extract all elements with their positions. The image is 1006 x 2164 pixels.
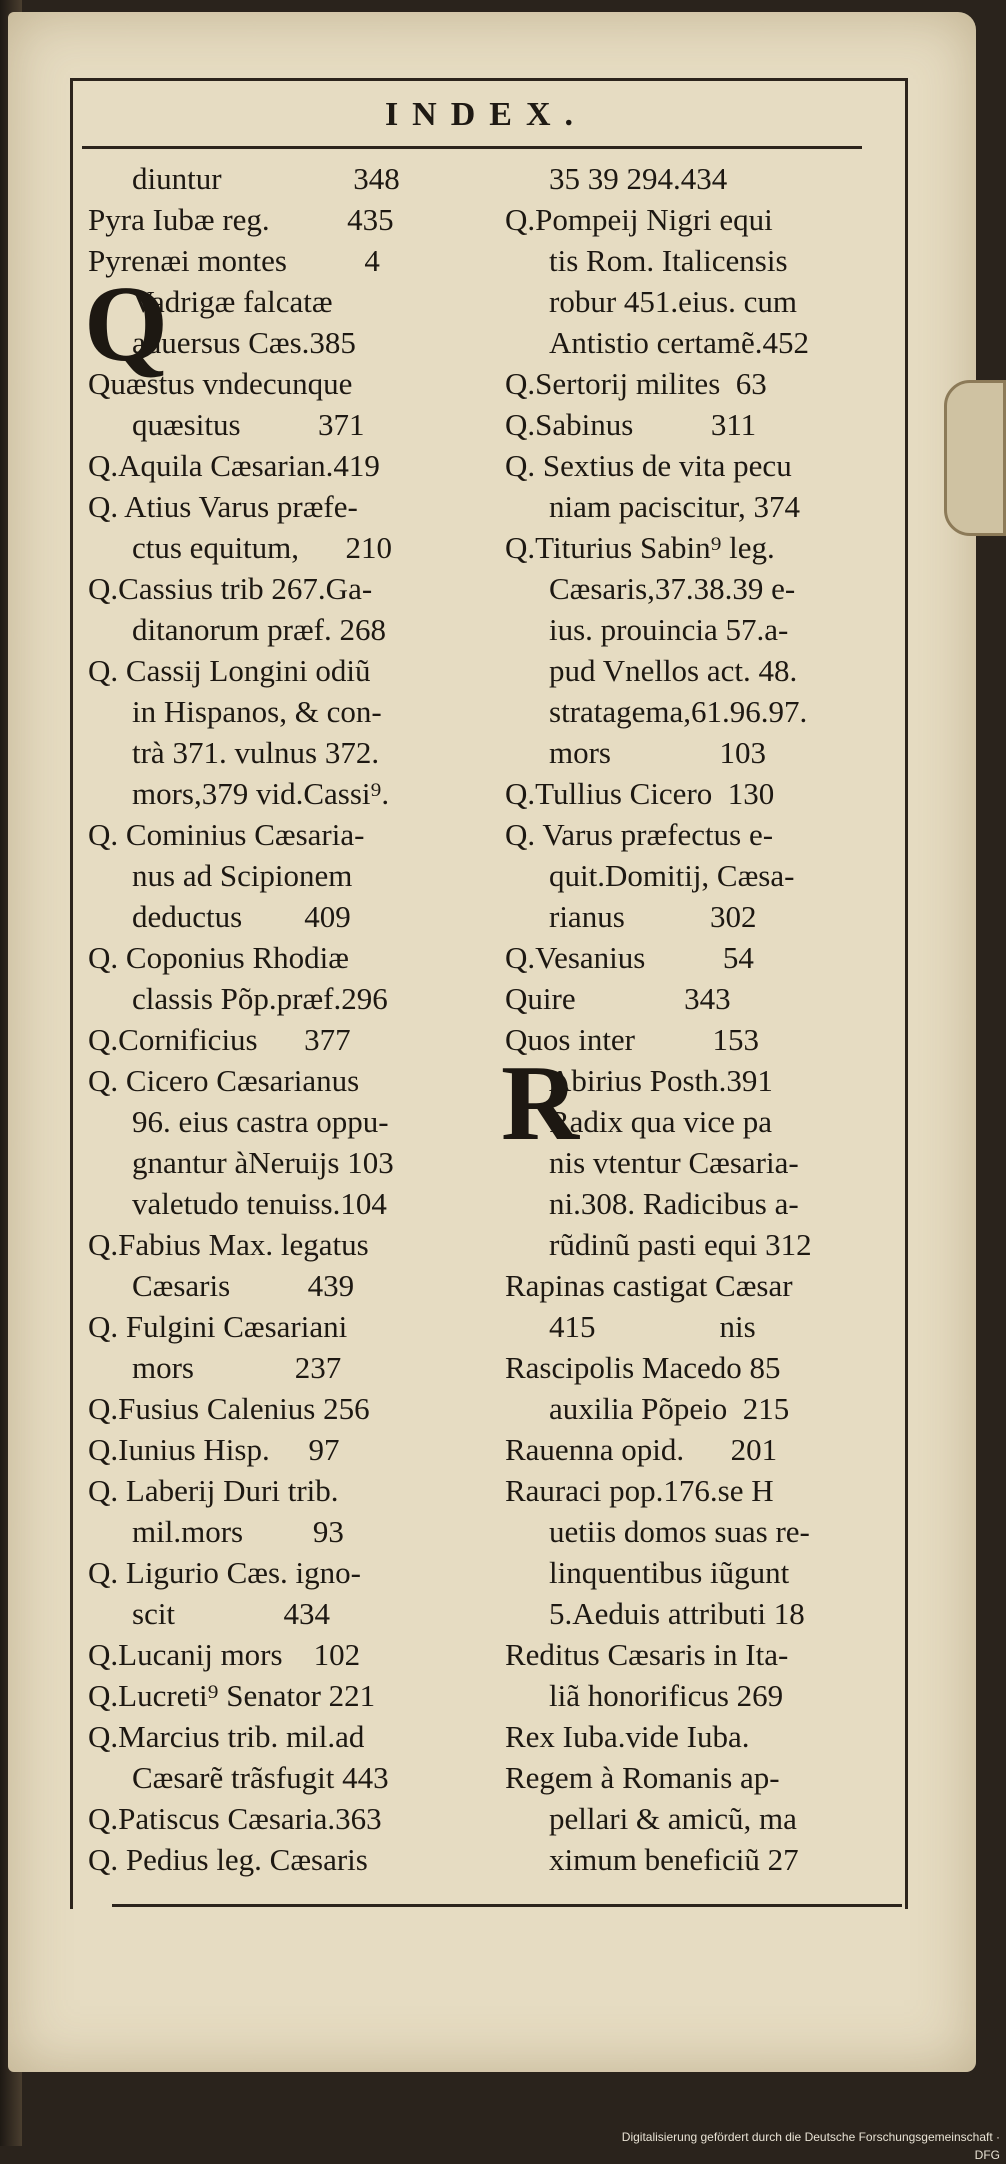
index-entry-text: quæsitus 371 [132, 407, 365, 442]
index-entry-text: Q. Pedius leg. Cæsaris [88, 1842, 368, 1877]
index-entry-text: Q.Vesanius 54 [505, 940, 754, 975]
index-entry [88, 1347, 500, 1388]
index-entry [88, 1019, 500, 1060]
index-entry [505, 1675, 917, 1716]
index-entry [88, 1511, 500, 1552]
index-entry [505, 1224, 917, 1265]
index-entry-text: Q.Tullius Cicero 130 [505, 776, 775, 811]
index-entry [505, 978, 917, 1019]
index-entry [505, 732, 917, 773]
index-entry-text: Quos inter 153 [505, 1022, 760, 1057]
index-entry-text: Rex Iuba.vide Iuba. [505, 1719, 750, 1754]
index-entry-text: Pyrenæi montes 4 [88, 243, 380, 278]
frame-bottom-rule [112, 1904, 902, 1907]
index-entry [88, 1183, 500, 1224]
index-entry-text: Q. Sextius de vita pecu [505, 448, 792, 483]
index-entry-text: Q.Fabius Max. legatus [88, 1227, 369, 1262]
index-entry [88, 732, 500, 773]
index-entry [88, 1224, 500, 1265]
index-entry [505, 1593, 917, 1634]
index-entry-text: linquentibus iũgunt [549, 1555, 790, 1590]
index-entry-text: Reditus Cæsaris in Ita- [505, 1637, 789, 1672]
index-entry [88, 855, 500, 896]
index-entry-text: Q.Pompeij Nigri equi [505, 202, 773, 237]
index-entry-text: liã honorificus 269 [549, 1678, 784, 1713]
index-entry [505, 650, 917, 691]
index-entry [88, 1142, 500, 1183]
index-entry-text: Rascipolis Macedo 85 [505, 1350, 781, 1385]
index-entry [88, 1306, 500, 1347]
index-entry [88, 1716, 500, 1757]
drop-capital: Q [84, 265, 169, 384]
index-entry-text: Cæsaris,37.38.39 e- [549, 571, 796, 606]
index-entry-text: deductus 409 [132, 899, 351, 934]
index-entry [88, 1839, 500, 1880]
page-title: INDEX. [384, 96, 588, 133]
index-entry [505, 445, 917, 486]
index-entry-text: mors 103 [549, 735, 766, 770]
index-entry-text: rũdinũ pasti equi 312 [549, 1227, 812, 1262]
index-entry-text: stratagema,61.96.97. [549, 694, 808, 729]
index-entry [505, 1798, 917, 1839]
index-entry [505, 1511, 917, 1552]
index-entry-text: nus ad Scipionem [132, 858, 353, 893]
index-entry [505, 1306, 917, 1347]
index-entry-text: 96. eius castra oppu- [132, 1104, 389, 1139]
index-entry-text: classis Põp.præf.296 [132, 981, 388, 1016]
index-entry [88, 568, 500, 609]
index-entry-text: quit.Domitij, Cæsa- [549, 858, 795, 893]
index-entry [505, 527, 917, 568]
index-entry-text: Rapinas castigat Cæsar [505, 1268, 793, 1303]
index-entry [505, 691, 917, 732]
index-column-right [501, 158, 917, 1880]
index-entry-text: 5.Aeduis attributi 18 [549, 1596, 805, 1631]
index-entry [88, 650, 500, 691]
index-entry [505, 814, 917, 855]
index-entry-text: Q. Laberij Duri trib. [88, 1473, 339, 1508]
index-entry [88, 1552, 500, 1593]
index-entry [88, 1593, 500, 1634]
index-entry-text: in Hispanos, & con- [132, 694, 382, 729]
index-entry [88, 1634, 500, 1675]
index-entry-text: gnantur àNeruijs 103 [132, 1145, 394, 1180]
index-entry-text: Q.Iunius Hisp. 97 [88, 1432, 340, 1467]
index-entry [88, 158, 500, 199]
index-entry-text: Q. Ligurio Cæs. igno- [88, 1555, 361, 1590]
index-entry-text: Q. Varus præfectus e- [505, 817, 774, 852]
index-entry [505, 1634, 917, 1675]
index-entry [505, 486, 917, 527]
index-entry [88, 773, 500, 814]
header-rule [82, 146, 862, 149]
index-entry [505, 1265, 917, 1306]
index-entry-text: Regem à Romanis ap- [505, 1760, 780, 1795]
index-entry [88, 1429, 500, 1470]
index-entry [88, 691, 500, 732]
index-entry-text: Antistio certamẽ.452 [549, 325, 809, 360]
index-entry-text: Q.Lucreti⁹ Senator 221 [88, 1678, 376, 1713]
index-entry [88, 978, 500, 1019]
index-entry-text: Q. Cominius Cæsaria- [88, 817, 365, 852]
index-entry [505, 240, 917, 281]
index-entry-text: nis vtentur Cæsaria- [549, 1145, 799, 1180]
index-entry-text: pud Vnellos act. 48. [549, 653, 798, 688]
index-column-left [84, 158, 500, 1880]
index-entry [505, 281, 917, 322]
index-entry [505, 1388, 917, 1429]
index-entry [505, 1757, 917, 1798]
index-entry-text: Q. Atius Varus præfe- [88, 489, 358, 524]
index-entry-text: mors,379 vid.Cassi⁹. [132, 776, 390, 811]
index-entry-text: Vadrigæ falcatæ [132, 284, 333, 319]
index-entry [88, 1470, 500, 1511]
index-entry [88, 1388, 500, 1429]
index-entry [88, 609, 500, 650]
index-entry [505, 404, 917, 445]
index-entry-text: Cæsarẽ trãsfugit 443 [132, 1760, 389, 1795]
index-entry [505, 937, 917, 978]
index-entry-text: Q.Patiscus Cæsaria.363 [88, 1801, 382, 1836]
index-entry-text: Cæsaris 439 [132, 1268, 355, 1303]
index-entry-text: diuntur 348 [132, 161, 400, 196]
index-entry [88, 404, 500, 445]
index-entry-text: ctus equitum, 210 [132, 530, 393, 565]
index-entry [88, 896, 500, 937]
index-entry-text: rianus 302 [549, 899, 757, 934]
index-entry-text: valetudo tenuiss.104 [132, 1186, 387, 1221]
index-entry [505, 322, 917, 363]
index-entry [88, 1101, 500, 1142]
index-entry-text: Q.Marcius trib. mil.ad [88, 1719, 365, 1754]
index-entry-text: Q.Sabinus 311 [505, 407, 757, 442]
index-entry [88, 1757, 500, 1798]
index-entry-text: robur 451.eius. cum [549, 284, 797, 319]
index-entry [505, 1552, 917, 1593]
index-entry [505, 1839, 917, 1880]
index-entry-text: pellari & amicũ, ma [549, 1801, 797, 1836]
index-entry-text: ximum beneficiũ 27 [549, 1842, 799, 1877]
index-entry-text: Q.Cassius trib 267.Ga- [88, 571, 373, 606]
index-entry-text: Q. Cicero Cæsarianus [88, 1063, 360, 1098]
index-entry [505, 1716, 917, 1757]
index-entry [505, 773, 917, 814]
index-entry [88, 486, 500, 527]
index-entry [88, 199, 500, 240]
index-entry [505, 1183, 917, 1224]
index-entry-text: Q.Titurius Sabin⁹ leg. [505, 530, 775, 565]
index-entry-text: niam paciscitur, 374 [549, 489, 800, 524]
index-entry-text: Q.Cornificius 377 [88, 1022, 351, 1057]
index-entry-text: Q.Aquila Cæsarian.419 [88, 448, 380, 483]
index-entry [505, 363, 917, 404]
index-entry-text: auxilia Põpeio 215 [549, 1391, 790, 1426]
index-entry [88, 937, 500, 978]
index-entry-text: Q.Sertorij milites 63 [505, 366, 767, 401]
index-entry-text: aduersus Cæs.385 [132, 325, 356, 360]
index-entry [88, 1060, 500, 1101]
index-entry-text: Q. Fulgini Cæsariani [88, 1309, 348, 1344]
index-entry-text: ius. prouincia 57.a- [549, 612, 789, 647]
index-entry-text: 35 39 294.434 [549, 161, 728, 196]
index-entry [88, 1265, 500, 1306]
index-entry-text: Rauraci pop.176.se H [505, 1473, 774, 1508]
index-entry-text: Q.Fusius Calenius 256 [88, 1391, 370, 1426]
index-entry-text: Abirius Posth.391 [549, 1063, 773, 1098]
digitization-credit: Digitalisierung gefördert durch die Deutsche Forschungsgemeinschaft · DFG [621, 2130, 1000, 2162]
index-entry-text: Pyra Iubæ reg. 435 [88, 202, 394, 237]
index-entry-text: Quire 343 [505, 981, 731, 1016]
index-entry [505, 855, 917, 896]
index-entry-text: uetiis domos suas re- [549, 1514, 810, 1549]
index-entry-text: mil.mors 93 [132, 1514, 344, 1549]
index-entry-text: tis Rom. Italicensis [549, 243, 788, 278]
index-entry [505, 158, 917, 199]
book-clasp [944, 380, 1006, 536]
index-entry-text: Q. Cassij Longini odiũ [88, 653, 371, 688]
index-entry-text: trà 371. vulnus 372. [132, 735, 380, 770]
index-entry [88, 1798, 500, 1839]
index-entry-text: Q.Lucanij mors 102 [88, 1637, 361, 1672]
drop-capital: R [501, 1044, 579, 1163]
index-entry [505, 1470, 917, 1511]
index-entry [505, 568, 917, 609]
index-entry-text: mors 237 [132, 1350, 342, 1385]
index-entry [505, 609, 917, 650]
index-entry-text: ni.308. Radicibus a- [549, 1186, 799, 1221]
index-entry [88, 527, 500, 568]
index-entry-text: Rauenna opid. 201 [505, 1432, 778, 1467]
index-entry [505, 199, 917, 240]
index-entry-text: Quæstus vndecunque [88, 366, 353, 401]
index-entry [505, 1429, 917, 1470]
index-entry [505, 1347, 917, 1388]
index-entry-text: Radix qua vice pa [549, 1104, 772, 1139]
index-entry-text: Q. Coponius Rhodiæ [88, 940, 349, 975]
index-entry-text: ditanorum præf. 268 [132, 612, 386, 647]
index-entry [88, 814, 500, 855]
index-entry-text: 415 nis [549, 1309, 756, 1344]
index-entry [88, 445, 500, 486]
index-entry-text: scit 434 [132, 1596, 331, 1631]
index-entry [505, 896, 917, 937]
index-entry [88, 1675, 500, 1716]
